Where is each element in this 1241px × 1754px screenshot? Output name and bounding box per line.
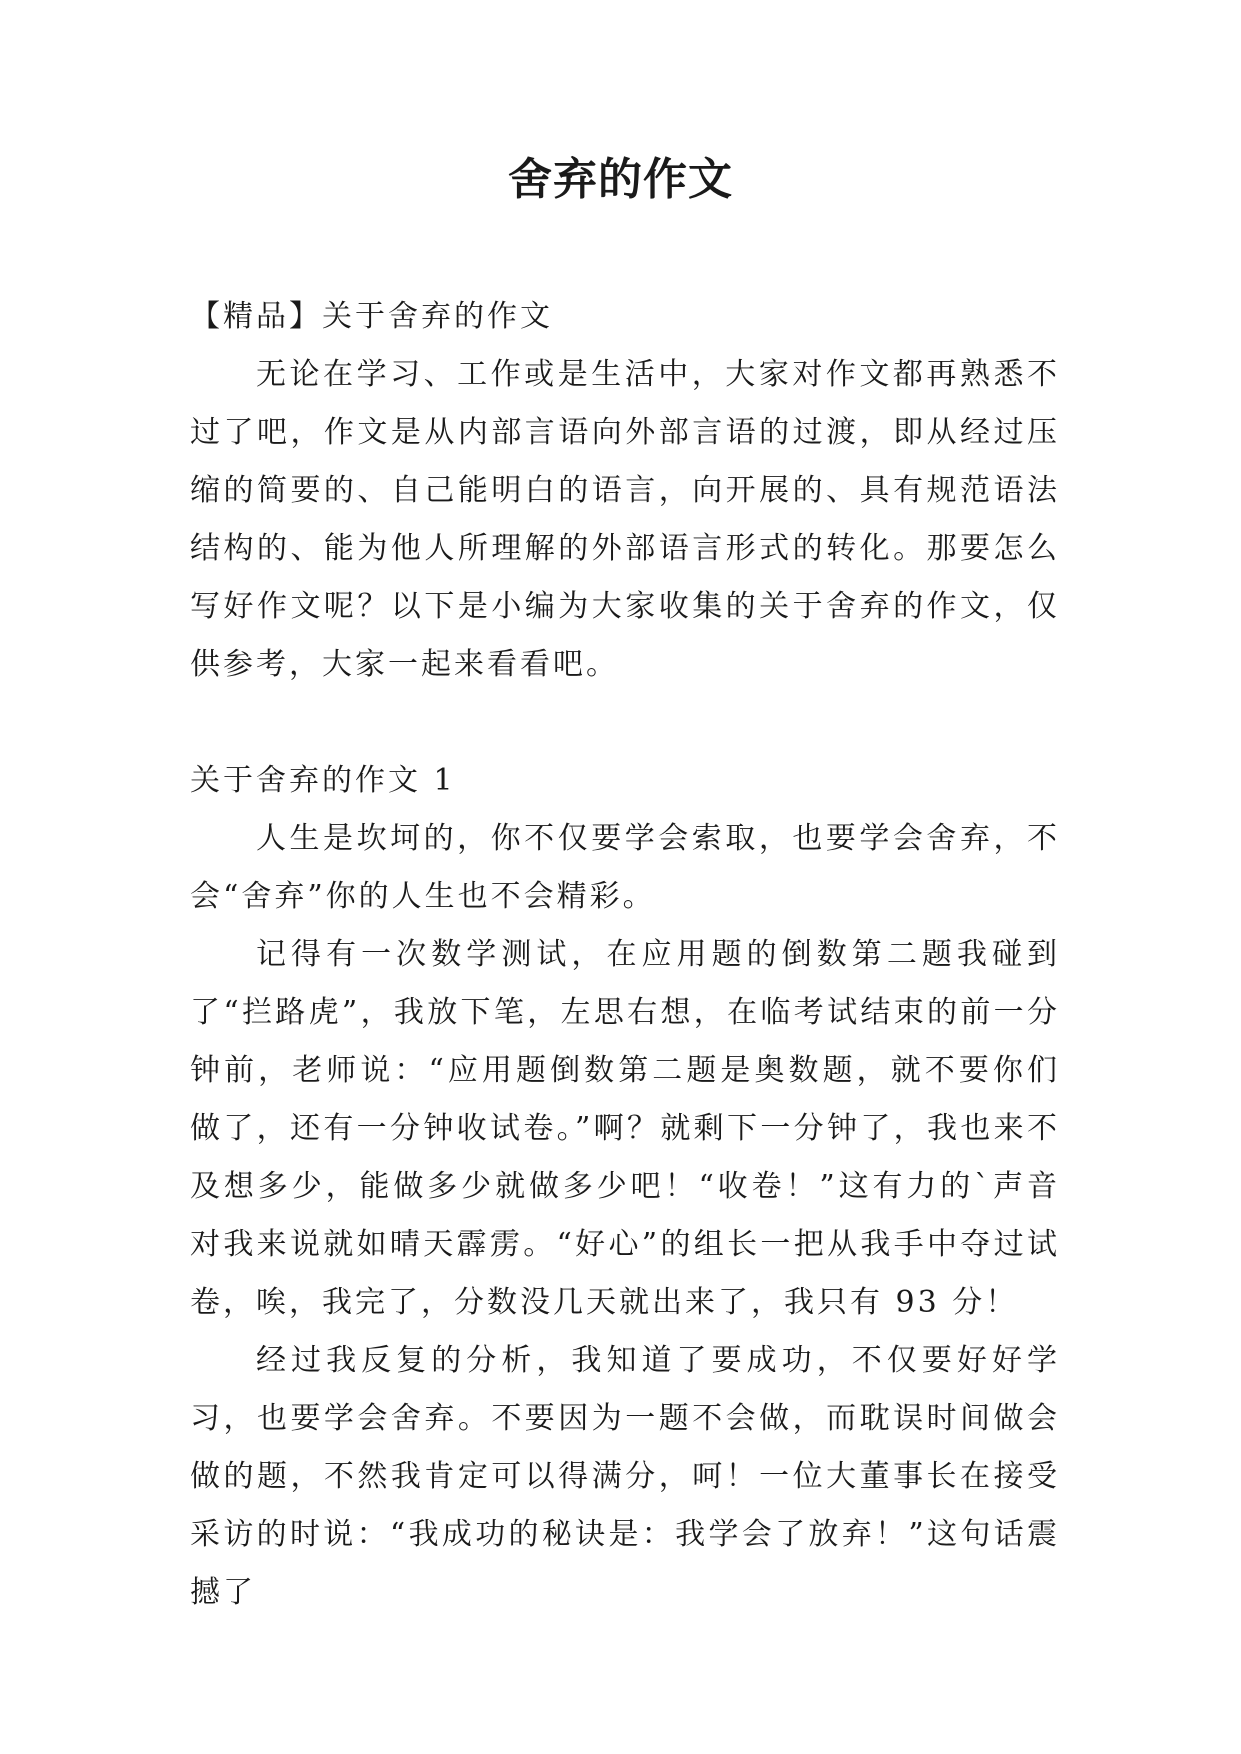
document-title: 舍弃的作文	[508, 154, 733, 205]
section-spacer	[190, 694, 1060, 752]
intro-paragraph: 无论在学习、工作或是生活中，大家对作文都再熟悉不过了吧，作文是从内部言语向外部言语的过渡，即从经过压缩的简要的、自己能明白的语言，向开展的、具有规范语法结构的、能为他人所理解的外部语言形式的转化。那要怎么写好作文呢？以下是小编为大家收集的关于舍弃的作文，仅供参考，大家一起来看看吧。	[190, 357, 1060, 682]
body-paragraph: 经过我反复的分析，我知道了要成功，不仅要好好学习，也要学会舍弃。不要因为一题不会做，而耽误时间做会做的题，不然我肯定可以得满分，呵！一位大董事长在接受采访的时说：“我成功的秘诀是：我学会了放弃！”这句话震撼了	[190, 1343, 1060, 1610]
body-paragraph: 人生是坎坷的，你不仅要学会索取，也要学会舍弃，不会“舍弃”你的人生也不会精彩。	[190, 821, 1060, 914]
document-heading: 【精品】关于舍弃的作文	[190, 299, 553, 334]
body-paragraph: 记得有一次数学测试，在应用题的倒数第二题我碰到了“拦路虎”，我放下笔，左思右想，在临考试结束的前一分钟前，老师说：“应用题倒数第二题是奥数题，就不要你们做了，还有一分钟收试卷。”啊？就剩下一分钟了，我也来不及想多少，能做多少就做多少吧！“收卷！”这有力的`声音对我来说就如晴天霹雳。“好心”的组长一把从我手中夺过试卷，唉，我完了，分数没几天就出来了，我只有 93 分！	[190, 937, 1060, 1320]
document-body	[190, 288, 1060, 1622]
section-title: 关于舍弃的作文 1	[190, 763, 456, 798]
